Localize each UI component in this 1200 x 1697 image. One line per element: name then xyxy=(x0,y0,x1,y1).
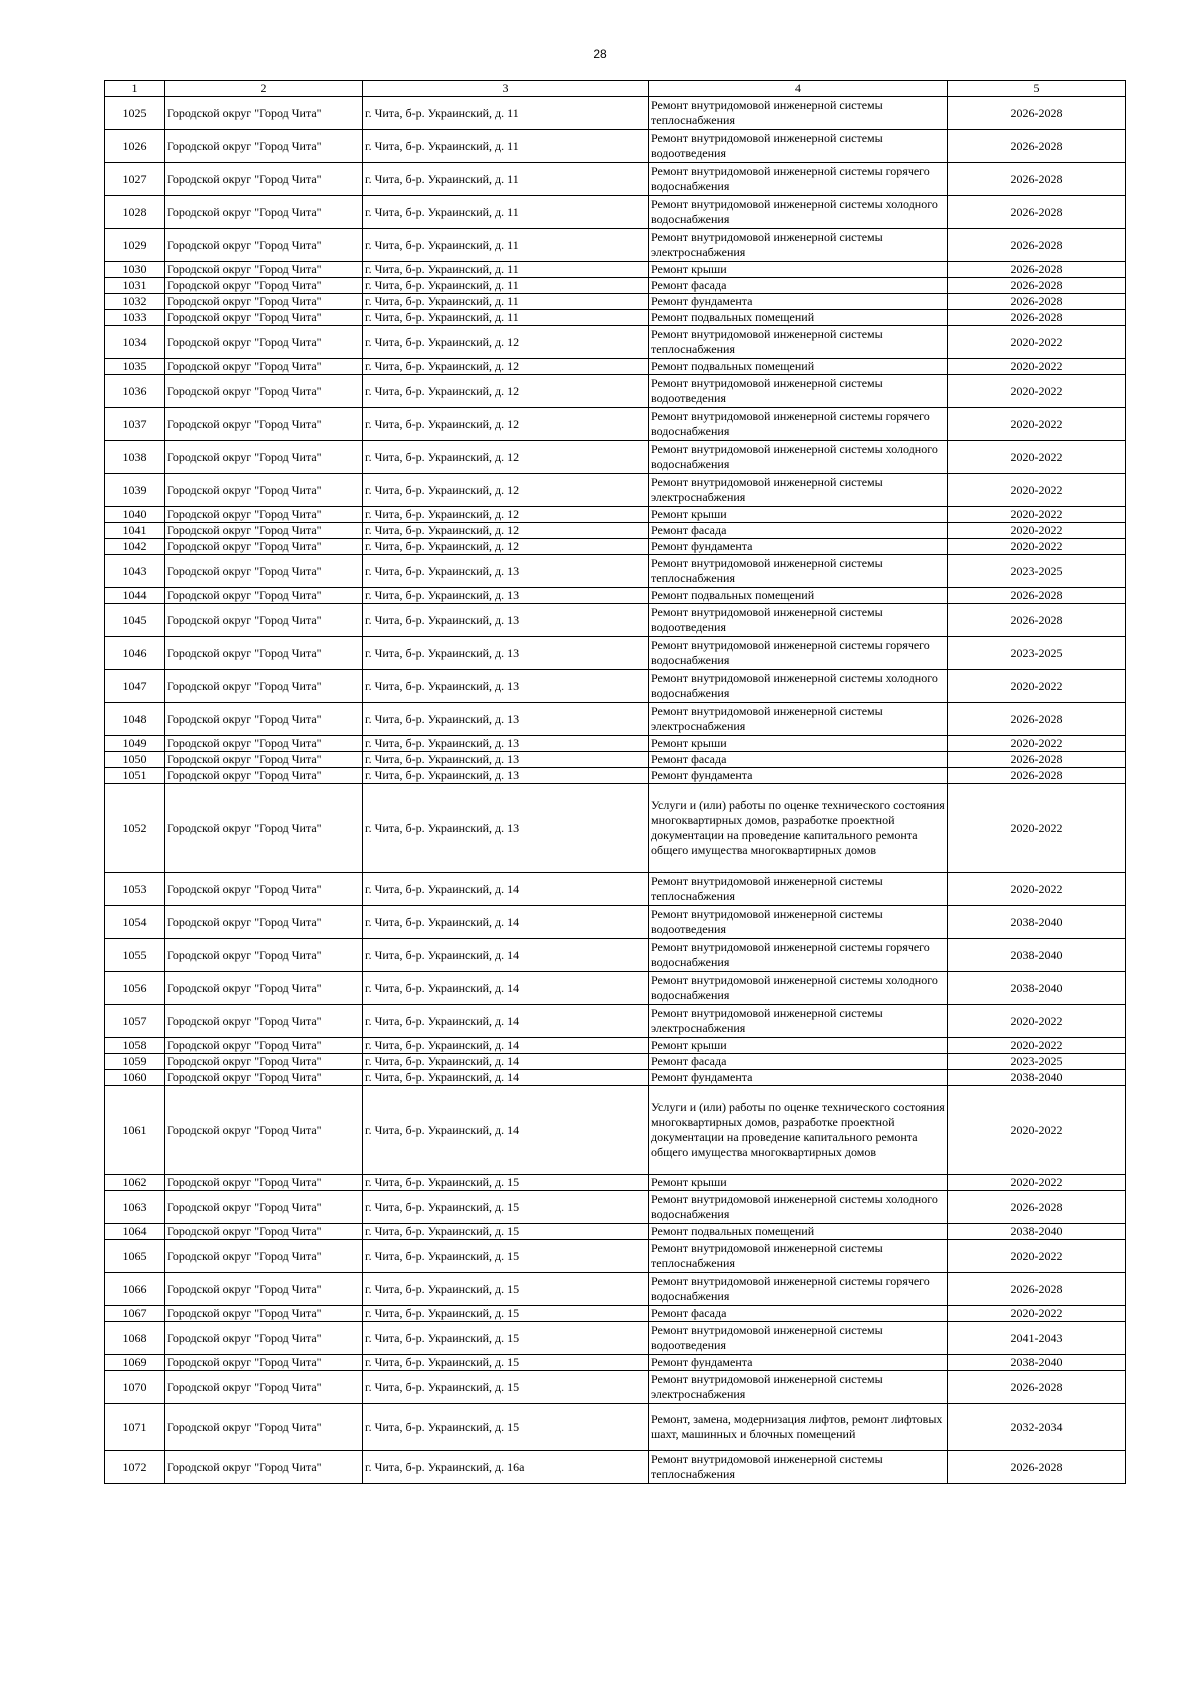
row-number-cell: 1050 xyxy=(105,752,165,768)
table-row xyxy=(105,1038,1126,1054)
period-cell: 2026-2028 xyxy=(948,310,1126,326)
work-type-cell: Ремонт внутридомовой инженерной системы холодного водоснабжения xyxy=(649,441,948,474)
table-row xyxy=(105,1273,1126,1306)
period-cell: 2038-2040 xyxy=(948,1355,1126,1371)
work-type-cell: Ремонт внутридомовой инженерной системы горячего водоснабжения xyxy=(649,408,948,441)
address-cell: г. Чита, б-р. Украинский, д. 14 xyxy=(363,972,649,1005)
address-cell: г. Чита, б-р. Украинский, д. 12 xyxy=(363,539,649,555)
work-type-cell: Ремонт фундамента xyxy=(649,1355,948,1371)
table-row xyxy=(105,310,1126,326)
table-row xyxy=(105,408,1126,441)
period-cell: 2026-2028 xyxy=(948,588,1126,604)
work-type-cell: Ремонт внутридомовой инженерной системы теплоснабжения xyxy=(649,97,948,130)
row-number-cell: 1057 xyxy=(105,1005,165,1038)
table-row xyxy=(105,1240,1126,1273)
municipality-cell: Городской округ "Город Чита" xyxy=(165,784,363,873)
table-row xyxy=(105,163,1126,196)
work-type-cell: Ремонт крыши xyxy=(649,1038,948,1054)
table-row xyxy=(105,196,1126,229)
work-type-cell: Ремонт внутридомовой инженерной системы холодного водоснабжения xyxy=(649,670,948,703)
municipality-cell: Городской округ "Город Чита" xyxy=(165,768,363,784)
period-cell: 2038-2040 xyxy=(948,972,1126,1005)
row-number-cell: 1032 xyxy=(105,294,165,310)
municipality-cell: Городской округ "Город Чита" xyxy=(165,736,363,752)
table-row xyxy=(105,703,1126,736)
table-row xyxy=(105,784,1126,873)
table-row xyxy=(105,326,1126,359)
address-cell: г. Чита, б-р. Украинский, д. 11 xyxy=(363,97,649,130)
row-number-cell: 1045 xyxy=(105,604,165,637)
period-cell: 2023-2025 xyxy=(948,1054,1126,1070)
address-cell: г. Чита, б-р. Украинский, д. 13 xyxy=(363,670,649,703)
address-cell: г. Чита, б-р. Украинский, д. 13 xyxy=(363,768,649,784)
work-type-cell: Ремонт крыши xyxy=(649,507,948,523)
address-cell: г. Чита, б-р. Украинский, д. 11 xyxy=(363,130,649,163)
row-number-cell: 1056 xyxy=(105,972,165,1005)
table-row xyxy=(105,1086,1126,1175)
row-number-cell: 1030 xyxy=(105,262,165,278)
row-number-cell: 1048 xyxy=(105,703,165,736)
row-number-cell: 1063 xyxy=(105,1191,165,1224)
work-type-cell: Услуги и (или) работы по оценке технического состояния многоквартирных домов, разработке проектной документации на проведение капитального ремонта общего имущества многоквартирных домов xyxy=(649,1086,948,1175)
table-row xyxy=(105,294,1126,310)
municipality-cell: Городской округ "Город Чита" xyxy=(165,1306,363,1322)
row-number-cell: 1035 xyxy=(105,359,165,375)
address-cell: г. Чита, б-р. Украинский, д. 14 xyxy=(363,1070,649,1086)
municipality-cell: Городской округ "Город Чита" xyxy=(165,196,363,229)
table-row xyxy=(105,441,1126,474)
header-cell-4: 4 xyxy=(649,81,948,97)
municipality-cell: Городской округ "Город Чита" xyxy=(165,1371,363,1404)
municipality-cell: Городской округ "Город Чита" xyxy=(165,1240,363,1273)
address-cell: г. Чита, б-р. Украинский, д. 13 xyxy=(363,555,649,588)
address-cell: г. Чита, б-р. Украинский, д. 14 xyxy=(363,873,649,906)
address-cell: г. Чита, б-р. Украинский, д. 12 xyxy=(363,441,649,474)
work-type-cell: Ремонт внутридомовой инженерной системы холодного водоснабжения xyxy=(649,196,948,229)
work-type-cell: Ремонт подвальных помещений xyxy=(649,359,948,375)
municipality-cell: Городской округ "Город Чита" xyxy=(165,1224,363,1240)
table-row xyxy=(105,604,1126,637)
address-cell: г. Чита, б-р. Украинский, д. 11 xyxy=(363,294,649,310)
row-number-cell: 1033 xyxy=(105,310,165,326)
address-cell: г. Чита, б-р. Украинский, д. 14 xyxy=(363,1038,649,1054)
work-type-cell: Ремонт фундамента xyxy=(649,294,948,310)
table-row xyxy=(105,229,1126,262)
municipality-cell: Городской округ "Город Чита" xyxy=(165,1070,363,1086)
period-cell: 2023-2025 xyxy=(948,637,1126,670)
row-number-cell: 1042 xyxy=(105,539,165,555)
municipality-cell: Городской округ "Город Чита" xyxy=(165,294,363,310)
work-type-cell: Ремонт внутридомовой инженерной системы водоотведения xyxy=(649,604,948,637)
table-row xyxy=(105,1306,1126,1322)
municipality-cell: Городской округ "Город Чита" xyxy=(165,326,363,359)
municipality-cell: Городской округ "Город Чита" xyxy=(165,523,363,539)
row-number-cell: 1039 xyxy=(105,474,165,507)
address-cell: г. Чита, б-р. Украинский, д. 13 xyxy=(363,637,649,670)
address-cell: г. Чита, б-р. Украинский, д. 14 xyxy=(363,939,649,972)
address-cell: г. Чита, б-р. Украинский, д. 13 xyxy=(363,703,649,736)
period-cell: 2020-2022 xyxy=(948,359,1126,375)
period-cell: 2026-2028 xyxy=(948,1451,1126,1484)
row-number-cell: 1062 xyxy=(105,1175,165,1191)
municipality-cell: Городской округ "Город Чита" xyxy=(165,1451,363,1484)
table-row xyxy=(105,523,1126,539)
municipality-cell: Городской округ "Город Чита" xyxy=(165,873,363,906)
row-number-cell: 1046 xyxy=(105,637,165,670)
work-type-cell: Ремонт крыши xyxy=(649,262,948,278)
table-row xyxy=(105,278,1126,294)
municipality-cell: Городской округ "Город Чита" xyxy=(165,555,363,588)
table-row xyxy=(105,359,1126,375)
period-cell: 2026-2028 xyxy=(948,768,1126,784)
period-cell: 2020-2022 xyxy=(948,375,1126,408)
table-row xyxy=(105,588,1126,604)
work-type-cell: Ремонт внутридомовой инженерной системы теплоснабжения xyxy=(649,1451,948,1484)
period-cell: 2020-2022 xyxy=(948,1240,1126,1273)
period-cell: 2026-2028 xyxy=(948,1371,1126,1404)
address-cell: г. Чита, б-р. Украинский, д. 11 xyxy=(363,229,649,262)
address-cell: г. Чита, б-р. Украинский, д. 12 xyxy=(363,474,649,507)
table-row xyxy=(105,1191,1126,1224)
table-row xyxy=(105,375,1126,408)
municipality-cell: Городской округ "Город Чита" xyxy=(165,1054,363,1070)
municipality-cell: Городской округ "Город Чита" xyxy=(165,1355,363,1371)
row-number-cell: 1064 xyxy=(105,1224,165,1240)
work-type-cell: Услуги и (или) работы по оценке технического состояния многоквартирных домов, разработке проектной документации на проведение капитального ремонта общего имущества многоквартирных домов xyxy=(649,784,948,873)
period-cell: 2020-2022 xyxy=(948,873,1126,906)
work-type-cell: Ремонт внутридомовой инженерной системы водоотведения xyxy=(649,375,948,408)
address-cell: г. Чита, б-р. Украинский, д. 14 xyxy=(363,1005,649,1038)
address-cell: г. Чита, б-р. Украинский, д. 11 xyxy=(363,310,649,326)
header-cell-1: 1 xyxy=(105,81,165,97)
address-cell: г. Чита, б-р. Украинский, д. 13 xyxy=(363,784,649,873)
row-number-cell: 1049 xyxy=(105,736,165,752)
table-row xyxy=(105,474,1126,507)
table-row xyxy=(105,1322,1126,1355)
row-number-cell: 1028 xyxy=(105,196,165,229)
municipality-cell: Городской округ "Город Чита" xyxy=(165,752,363,768)
municipality-cell: Городской округ "Город Чита" xyxy=(165,604,363,637)
municipality-cell: Городской округ "Город Чита" xyxy=(165,1191,363,1224)
row-number-cell: 1068 xyxy=(105,1322,165,1355)
municipality-cell: Городской округ "Город Чита" xyxy=(165,375,363,408)
table-row xyxy=(105,1404,1126,1451)
table-row xyxy=(105,1224,1126,1240)
work-type-cell: Ремонт внутридомовой инженерной системы горячего водоснабжения xyxy=(649,1273,948,1306)
row-number-cell: 1025 xyxy=(105,97,165,130)
address-cell: г. Чита, б-р. Украинский, д. 15 xyxy=(363,1306,649,1322)
municipality-cell: Городской округ "Город Чита" xyxy=(165,972,363,1005)
work-type-cell: Ремонт внутридомовой инженерной системы горячего водоснабжения xyxy=(649,637,948,670)
table-row xyxy=(105,670,1126,703)
period-cell: 2020-2022 xyxy=(948,1086,1126,1175)
address-cell: г. Чита, б-р. Украинский, д. 14 xyxy=(363,1086,649,1175)
row-number-cell: 1047 xyxy=(105,670,165,703)
address-cell: г. Чита, б-р. Украинский, д. 12 xyxy=(363,326,649,359)
address-cell: г. Чита, б-р. Украинский, д. 15 xyxy=(363,1322,649,1355)
address-cell: г. Чита, б-р. Украинский, д. 15 xyxy=(363,1191,649,1224)
table-row xyxy=(105,1371,1126,1404)
work-type-cell: Ремонт внутридомовой инженерной системы теплоснабжения xyxy=(649,326,948,359)
period-cell: 2020-2022 xyxy=(948,1306,1126,1322)
period-cell: 2020-2022 xyxy=(948,523,1126,539)
address-cell: г. Чита, б-р. Украинский, д. 16а xyxy=(363,1451,649,1484)
period-cell: 2020-2022 xyxy=(948,1005,1126,1038)
work-type-cell: Ремонт внутридомовой инженерной системы холодного водоснабжения xyxy=(649,1191,948,1224)
address-cell: г. Чита, б-р. Украинский, д. 11 xyxy=(363,278,649,294)
row-number-cell: 1051 xyxy=(105,768,165,784)
row-number-cell: 1044 xyxy=(105,588,165,604)
municipality-cell: Городской округ "Город Чита" xyxy=(165,1038,363,1054)
table-row xyxy=(105,539,1126,555)
table-row xyxy=(105,130,1126,163)
work-type-cell: Ремонт, замена, модернизация лифтов, ремонт лифтовых шахт, машинных и блочных помещений xyxy=(649,1404,948,1451)
table-row xyxy=(105,873,1126,906)
address-cell: г. Чита, б-р. Украинский, д. 15 xyxy=(363,1371,649,1404)
address-cell: г. Чита, б-р. Украинский, д. 11 xyxy=(363,262,649,278)
row-number-cell: 1059 xyxy=(105,1054,165,1070)
row-number-cell: 1031 xyxy=(105,278,165,294)
row-number-cell: 1037 xyxy=(105,408,165,441)
work-type-cell: Ремонт крыши xyxy=(649,1175,948,1191)
work-type-cell: Ремонт фасада xyxy=(649,1306,948,1322)
work-type-cell: Ремонт внутридомовой инженерной системы теплоснабжения xyxy=(649,555,948,588)
address-cell: г. Чита, б-р. Украинский, д. 11 xyxy=(363,196,649,229)
row-number-cell: 1034 xyxy=(105,326,165,359)
address-cell: г. Чита, б-р. Украинский, д. 15 xyxy=(363,1273,649,1306)
table-row xyxy=(105,555,1126,588)
row-number-cell: 1071 xyxy=(105,1404,165,1451)
table-row xyxy=(105,507,1126,523)
row-number-cell: 1054 xyxy=(105,906,165,939)
work-type-cell: Ремонт внутридомовой инженерной системы электроснабжения xyxy=(649,703,948,736)
work-type-cell: Ремонт внутридомовой инженерной системы электроснабжения xyxy=(649,474,948,507)
row-number-cell: 1053 xyxy=(105,873,165,906)
table-row xyxy=(105,1070,1126,1086)
municipality-cell: Городской округ "Город Чита" xyxy=(165,163,363,196)
work-type-cell: Ремонт внутридомовой инженерной системы водоотведения xyxy=(649,906,948,939)
period-cell: 2026-2028 xyxy=(948,130,1126,163)
row-number-cell: 1058 xyxy=(105,1038,165,1054)
period-cell: 2020-2022 xyxy=(948,1175,1126,1191)
work-type-cell: Ремонт фасада xyxy=(649,523,948,539)
row-number-cell: 1040 xyxy=(105,507,165,523)
period-cell: 2020-2022 xyxy=(948,1038,1126,1054)
row-number-cell: 1070 xyxy=(105,1371,165,1404)
row-number-cell: 1026 xyxy=(105,130,165,163)
row-number-cell: 1043 xyxy=(105,555,165,588)
table-row xyxy=(105,752,1126,768)
row-number-cell: 1067 xyxy=(105,1306,165,1322)
table-row xyxy=(105,1451,1126,1484)
work-type-cell: Ремонт внутридомовой инженерной системы водоотведения xyxy=(649,1322,948,1355)
work-type-cell: Ремонт внутридомовой инженерной системы теплоснабжения xyxy=(649,873,948,906)
work-type-cell: Ремонт внутридомовой инженерной системы горячего водоснабжения xyxy=(649,163,948,196)
address-cell: г. Чита, б-р. Украинский, д. 14 xyxy=(363,1054,649,1070)
municipality-cell: Городской округ "Город Чита" xyxy=(165,97,363,130)
period-cell: 2023-2025 xyxy=(948,555,1126,588)
period-cell: 2020-2022 xyxy=(948,474,1126,507)
table-row xyxy=(105,768,1126,784)
period-cell: 2026-2028 xyxy=(948,163,1126,196)
work-type-cell: Ремонт внутридомовой инженерной системы электроснабжения xyxy=(649,229,948,262)
period-cell: 2026-2028 xyxy=(948,196,1126,229)
row-number-cell: 1036 xyxy=(105,375,165,408)
period-cell: 2032-2034 xyxy=(948,1404,1126,1451)
address-cell: г. Чита, б-р. Украинский, д. 12 xyxy=(363,375,649,408)
header-cell-2: 2 xyxy=(165,81,363,97)
page-number: 28 xyxy=(593,47,607,61)
municipality-cell: Городской округ "Город Чита" xyxy=(165,703,363,736)
work-type-cell: Ремонт подвальных помещений xyxy=(649,588,948,604)
period-cell: 2020-2022 xyxy=(948,326,1126,359)
municipality-cell: Городской округ "Город Чита" xyxy=(165,1086,363,1175)
table-row xyxy=(105,1355,1126,1371)
period-cell: 2020-2022 xyxy=(948,441,1126,474)
table-row xyxy=(105,972,1126,1005)
municipality-cell: Городской округ "Город Чита" xyxy=(165,474,363,507)
header-cell-3: 3 xyxy=(363,81,649,97)
address-cell: г. Чита, б-р. Украинский, д. 15 xyxy=(363,1404,649,1451)
work-type-cell: Ремонт внутридомовой инженерной системы электроснабжения xyxy=(649,1005,948,1038)
address-cell: г. Чита, б-р. Украинский, д. 13 xyxy=(363,604,649,637)
municipality-cell: Городской округ "Город Чита" xyxy=(165,1005,363,1038)
period-cell: 2026-2028 xyxy=(948,604,1126,637)
municipality-cell: Городской округ "Город Чита" xyxy=(165,539,363,555)
period-cell: 2026-2028 xyxy=(948,97,1126,130)
period-cell: 2020-2022 xyxy=(948,408,1126,441)
address-cell: г. Чита, б-р. Украинский, д. 15 xyxy=(363,1224,649,1240)
table-row xyxy=(105,939,1126,972)
period-cell: 2026-2028 xyxy=(948,262,1126,278)
period-cell: 2038-2040 xyxy=(948,1070,1126,1086)
address-cell: г. Чита, б-р. Украинский, д. 14 xyxy=(363,906,649,939)
period-cell: 2020-2022 xyxy=(948,736,1126,752)
row-number-cell: 1052 xyxy=(105,784,165,873)
work-type-cell: Ремонт внутридомовой инженерной системы водоотведения xyxy=(649,130,948,163)
period-cell: 2026-2028 xyxy=(948,278,1126,294)
municipality-cell: Городской округ "Город Чита" xyxy=(165,507,363,523)
municipality-cell: Городской округ "Город Чита" xyxy=(165,359,363,375)
row-number-cell: 1060 xyxy=(105,1070,165,1086)
address-cell: г. Чита, б-р. Украинский, д. 13 xyxy=(363,588,649,604)
row-number-cell: 1038 xyxy=(105,441,165,474)
row-number-cell: 1055 xyxy=(105,939,165,972)
period-cell: 2026-2028 xyxy=(948,294,1126,310)
municipality-cell: Городской округ "Город Чита" xyxy=(165,310,363,326)
work-type-cell: Ремонт фасада xyxy=(649,1054,948,1070)
table-row xyxy=(105,1175,1126,1191)
municipality-cell: Городской округ "Город Чита" xyxy=(165,441,363,474)
work-type-cell: Ремонт внутридомовой инженерной системы холодного водоснабжения xyxy=(649,972,948,1005)
work-type-cell: Ремонт внутридомовой инженерной системы теплоснабжения xyxy=(649,1240,948,1273)
header-cell-5: 5 xyxy=(948,81,1126,97)
municipality-cell: Городской округ "Город Чита" xyxy=(165,262,363,278)
period-cell: 2026-2028 xyxy=(948,229,1126,262)
row-number-cell: 1065 xyxy=(105,1240,165,1273)
work-type-cell: Ремонт фундамента xyxy=(649,539,948,555)
work-type-cell: Ремонт внутридомовой инженерной системы горячего водоснабжения xyxy=(649,939,948,972)
period-cell: 2041-2043 xyxy=(948,1322,1126,1355)
row-number-cell: 1061 xyxy=(105,1086,165,1175)
row-number-cell: 1069 xyxy=(105,1355,165,1371)
work-type-cell: Ремонт фундамента xyxy=(649,1070,948,1086)
municipality-cell: Городской округ "Город Чита" xyxy=(165,939,363,972)
municipality-cell: Городской округ "Город Чита" xyxy=(165,588,363,604)
period-cell: 2038-2040 xyxy=(948,1224,1126,1240)
work-type-cell: Ремонт фундамента xyxy=(649,768,948,784)
municipality-cell: Городской округ "Город Чита" xyxy=(165,1322,363,1355)
period-cell: 2020-2022 xyxy=(948,670,1126,703)
municipality-cell: Городской округ "Город Чита" xyxy=(165,229,363,262)
header-row xyxy=(105,81,1126,97)
period-cell: 2026-2028 xyxy=(948,752,1126,768)
table-row xyxy=(105,736,1126,752)
row-number-cell: 1041 xyxy=(105,523,165,539)
table-row xyxy=(105,97,1126,130)
municipality-cell: Городской округ "Город Чита" xyxy=(165,130,363,163)
row-number-cell: 1029 xyxy=(105,229,165,262)
address-cell: г. Чита, б-р. Украинский, д. 11 xyxy=(363,163,649,196)
work-type-cell: Ремонт крыши xyxy=(649,736,948,752)
municipality-cell: Городской округ "Город Чита" xyxy=(165,906,363,939)
address-cell: г. Чита, б-р. Украинский, д. 12 xyxy=(363,408,649,441)
address-cell: г. Чита, б-р. Украинский, д. 13 xyxy=(363,752,649,768)
period-cell: 2038-2040 xyxy=(948,939,1126,972)
capital-repair-table xyxy=(104,80,1126,1484)
address-cell: г. Чита, б-р. Украинский, д. 12 xyxy=(363,523,649,539)
period-cell: 2020-2022 xyxy=(948,539,1126,555)
work-type-cell: Ремонт фасада xyxy=(649,278,948,294)
work-type-cell: Ремонт подвальных помещений xyxy=(649,310,948,326)
address-cell: г. Чита, б-р. Украинский, д. 15 xyxy=(363,1355,649,1371)
municipality-cell: Городской округ "Город Чита" xyxy=(165,278,363,294)
period-cell: 2020-2022 xyxy=(948,507,1126,523)
table-row xyxy=(105,906,1126,939)
period-cell: 2038-2040 xyxy=(948,906,1126,939)
period-cell: 2026-2028 xyxy=(948,1191,1126,1224)
period-cell: 2026-2028 xyxy=(948,703,1126,736)
row-number-cell: 1072 xyxy=(105,1451,165,1484)
municipality-cell: Городской округ "Город Чита" xyxy=(165,670,363,703)
table-row xyxy=(105,637,1126,670)
row-number-cell: 1027 xyxy=(105,163,165,196)
municipality-cell: Городской округ "Город Чита" xyxy=(165,1404,363,1451)
address-cell: г. Чита, б-р. Украинский, д. 13 xyxy=(363,736,649,752)
municipality-cell: Городской округ "Город Чита" xyxy=(165,1175,363,1191)
municipality-cell: Городской округ "Город Чита" xyxy=(165,1273,363,1306)
address-cell: г. Чита, б-р. Украинский, д. 15 xyxy=(363,1175,649,1191)
work-type-cell: Ремонт фасада xyxy=(649,752,948,768)
address-cell: г. Чита, б-р. Украинский, д. 12 xyxy=(363,507,649,523)
table-row xyxy=(105,262,1126,278)
work-type-cell: Ремонт внутридомовой инженерной системы электроснабжения xyxy=(649,1371,948,1404)
table-row xyxy=(105,1005,1126,1038)
row-number-cell: 1066 xyxy=(105,1273,165,1306)
period-cell: 2020-2022 xyxy=(948,784,1126,873)
address-cell: г. Чита, б-р. Украинский, д. 12 xyxy=(363,359,649,375)
municipality-cell: Городской округ "Город Чита" xyxy=(165,637,363,670)
municipality-cell: Городской округ "Город Чита" xyxy=(165,408,363,441)
work-type-cell: Ремонт подвальных помещений xyxy=(649,1224,948,1240)
table-row xyxy=(105,1054,1126,1070)
address-cell: г. Чита, б-р. Украинский, д. 15 xyxy=(363,1240,649,1273)
period-cell: 2026-2028 xyxy=(948,1273,1126,1306)
